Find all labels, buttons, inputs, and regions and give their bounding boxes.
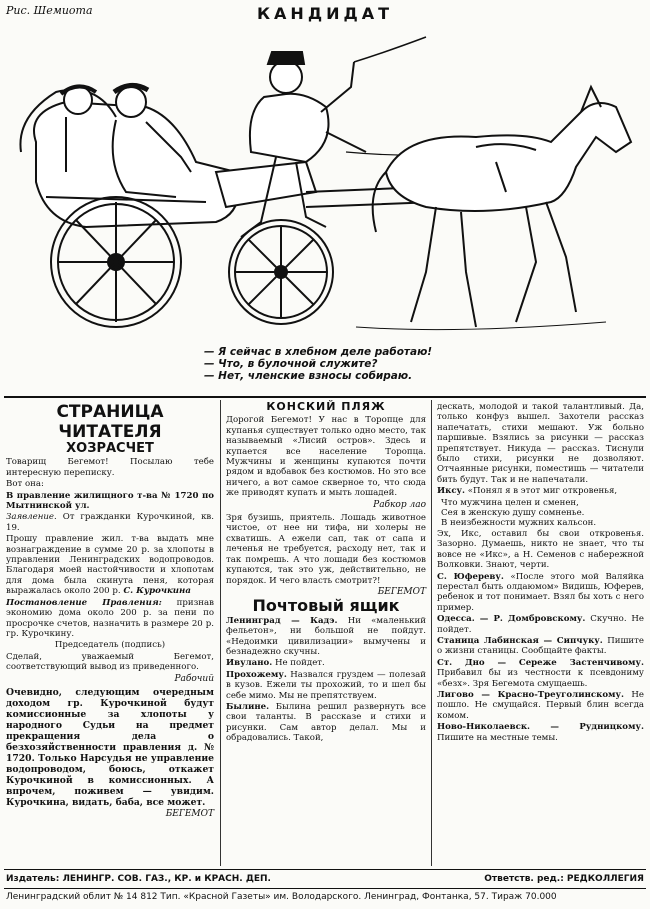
editor: Ответств. ред.: РЕДКОЛЛЕГИЯ bbox=[484, 874, 644, 884]
addressee: Иксу. bbox=[437, 486, 466, 497]
reply-text: Не пошло. Не смущайся. Первый блин всегда комом. bbox=[437, 689, 644, 721]
article-title: КОНСКИЙ ПЛЯЖ bbox=[266, 400, 386, 413]
text: От гражданки Курочкиной, кв. 19. bbox=[6, 512, 215, 533]
signature: Рабочий bbox=[174, 673, 214, 684]
caption-line: — Я сейчас в хлебном деле работаю! bbox=[204, 346, 433, 358]
imprint: Ленинградский облит № 14 812 Тип. «Красной Газеты» им. Володарского. Ленинград, Фонтанка, 57. Тираж 70.000 bbox=[6, 892, 557, 902]
answer-text: Очевидно, следующим очередным доходом гр. Курочкиной будут комиссионные за хлопоты у народного Судьи на предмет прекращения дела о безхозяйственности правления д. № 1720. Только Нарсудья не управление водопроводом, боюсь, откажет Курочкиной в комиссионных. А впрочем, поживем — увидим. Курочкина, видать, баба, все может. bbox=[6, 686, 214, 808]
reply-text: Назвался груздем — полезай в кузов. Ежели ты прохожий, то и шел бы себе мимо. Мы не препятствуем. bbox=[226, 669, 427, 701]
label: Постановление Правления: bbox=[6, 597, 162, 608]
addressee: Станица Лабинская — Сипчуку. bbox=[437, 635, 603, 646]
column-divider bbox=[431, 400, 432, 866]
column-horse-beach bbox=[226, 402, 426, 745]
addressee: Ленинград — Кадэ. bbox=[226, 615, 338, 626]
illustrator-credit: Рис. Шемиота bbox=[6, 4, 93, 17]
chair-signature: Председатель (подпись) bbox=[54, 640, 166, 651]
column-postbox bbox=[437, 402, 644, 744]
addressee: Былине. bbox=[226, 701, 270, 712]
footer-publisher-row bbox=[6, 874, 644, 884]
addressee: Прохожему. bbox=[226, 669, 287, 680]
footer-rule bbox=[4, 869, 646, 870]
reply-text: Прибавил бы из честности к псевдониму «безх». Зря Бегемота смущаешь. bbox=[437, 668, 644, 689]
reply-text: «Понял я в этот миг откровенья, bbox=[467, 486, 618, 497]
reply-text: Ни «маленький фельетон», ни большой не пойдут. «Недоимки цивилизации» вымучены и безнадежно скучны. bbox=[226, 615, 426, 657]
reply-text: Былина решил развернуть все свои таланты. В рассказе и стихи и рисунки. Сам автор делал. Мы и обрадовались. Такой, bbox=[226, 701, 427, 744]
cartoon-caption bbox=[204, 346, 504, 382]
request-text: Прошу правление жил. т-ва выдать мне вознаграждение в сумме 20 р. за хлопоты в управлении Ленинградских водопроводов. Благодаря моей настойчивости и хлопотам для дома была скинута пеня, которая выражалась около 200 р. bbox=[6, 534, 214, 597]
reply-text: Пишите о жизни станицы. Сообщайте факты. bbox=[437, 635, 644, 657]
addressee: Ново-Николаевск. — Рудницкому. bbox=[437, 722, 644, 733]
column-divider bbox=[220, 400, 221, 866]
publisher: Издатель: ЛЕНИНГР. СОВ. ГАЗ., КР. и КРАСН. ДЕП. bbox=[6, 874, 271, 884]
signature: С. Курочкина bbox=[123, 586, 191, 597]
reply-text: Зря бузишь, приятель. Лошадь животное чистое, от нее ни тифа, ни холеры не схватишь. А ежели сап, так от сапа и леченья не требуется, расходу нет, так и так помрешь. А что лошади без костюмов купаются, так это уж, действительно, не порядок. И чего власть смотрит?! bbox=[226, 513, 426, 586]
cartoon-illustration bbox=[6, 22, 644, 340]
section-rule bbox=[4, 396, 646, 398]
signature: Рабкор лао bbox=[373, 499, 426, 510]
text: Вот она: bbox=[6, 479, 44, 490]
address: В правление жилищного т-ва № 1720 по Мытнинской ул. bbox=[6, 490, 214, 512]
reply-text: Пишите на местные темы. bbox=[437, 732, 558, 743]
addressee: Ст. Дно — Сереже Застенчивому. bbox=[437, 657, 644, 668]
intro-text: Товарищ Бегемот! Посылаю тебе интересную переписку. bbox=[6, 457, 214, 478]
article-title: ХОЗРАСЧЕТ bbox=[66, 441, 154, 456]
addressee: С. Юфереву. bbox=[437, 571, 504, 582]
reply-text: Эх, Икс, оставил бы свои откровенья. Зазорно. Думаешь, никто не знает, что ты вовсе не «Икс», а Н. Семенов с набережной Волковки. Знают, черти. bbox=[437, 528, 644, 571]
reply-text: дескать, молодой и такой талантливый. Да, только конфуз вышел. Захотели рассказ напечатать, стихи мешают. Уж больно паршивые. Взялись за рисунки — рассказ препятствует. Никуда — рассказ. Тиснули было стихи, рисунки не дозволяют. Отчаянные рисунки, поместишь — читатели бить будут. Так и не напечатали. bbox=[437, 402, 644, 485]
postbox-title: Почтовый ящик bbox=[252, 596, 400, 616]
signature: БЕГЕМОТ bbox=[377, 586, 426, 597]
reply-text: Скучно. Не пойдет. bbox=[437, 614, 644, 635]
verse-line: В неизбежности мужних кальсон. bbox=[441, 518, 597, 529]
reply-text: «После этого мой Валяйка перестал быть олдаюмом» Видишь, Юферев, ребенок и тот понимает. Взял бы хоть с него пример. bbox=[437, 571, 645, 613]
signature: БЕГЕМОТ bbox=[165, 808, 214, 819]
addressee: Лигово — Красно-Треуголинскому. bbox=[437, 689, 625, 700]
label: Заявление. bbox=[6, 512, 57, 523]
verse-line: Что мужчина целен и сменен, bbox=[441, 497, 579, 508]
page-title: СТРАНИЦА ЧИТАТЕЛЯ bbox=[56, 402, 164, 442]
addressee: Одесса. — Р. Домбровскому. bbox=[437, 614, 586, 625]
cartoon-title: КАНДИДАТ bbox=[256, 4, 394, 23]
verse-line: Сея в женскую душу сомненье. bbox=[441, 508, 585, 519]
editor-note: Сделай, уважаемый Бегемот, соответствующий вывод из приведенного. bbox=[6, 651, 214, 673]
column-reader-page bbox=[6, 402, 214, 822]
caption-line: — Что, в булочной служите? bbox=[204, 358, 378, 370]
reply-text: Не пойдет. bbox=[274, 658, 325, 669]
letter-text: Дорогой Бегемот! У нас в Торопце для купанья существует только одно место, так называемый «Лисий остров». Здесь и купается все население Торопца. Мужчины и женщины купаются почти рядом и вдобавок без костюмов. Но это все ничего, а вот самое скверное то, что сюда же приводят купать и мыть лошадей. bbox=[226, 415, 426, 499]
decision-text: признав экономию дома около 200 р. за пени по просрочке счетов, назначить в размере 20 р. гр. Курочкину. bbox=[6, 597, 214, 639]
addressee: Ивулано. bbox=[226, 658, 273, 669]
caption-line: — Нет, членские взносы собираю. bbox=[204, 370, 413, 382]
footer-rule bbox=[4, 888, 646, 889]
